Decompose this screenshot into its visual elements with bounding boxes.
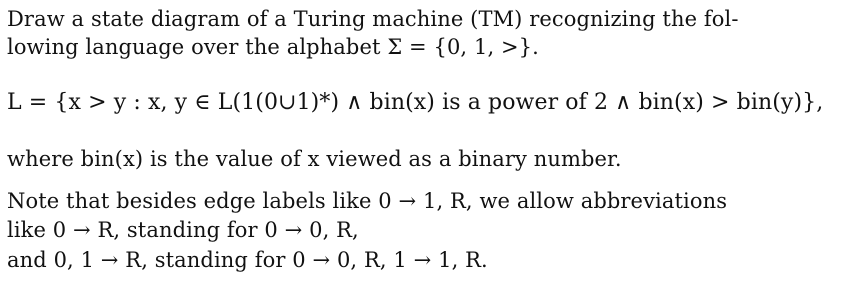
language-definition-formula: L = {x > y : x, y ∈ L(1(0∪1)*) ∧ bin(x) is a power of 2 ∧ bin(x) > bin(y)}, [7, 90, 824, 115]
note-line-3: and 0, 1 → R, standing for 0 → 0, R, 1 → 1, R. [7, 248, 488, 272]
where-clause: where bin(x) is the value of x viewed as a binary number. [7, 147, 622, 171]
note-line-2: like 0 → R, standing for 0 → 0, R, [7, 218, 359, 242]
paragraph-line-1: Draw a state diagram of a Turing machine (TM) recognizing the fol- [7, 7, 739, 31]
paragraph-line-2: lowing language over the alphabet Σ = {0, 1, >}. [7, 35, 539, 59]
note-line-1: Note that besides edge labels like 0 → 1, R, we allow abbreviations [7, 189, 728, 213]
